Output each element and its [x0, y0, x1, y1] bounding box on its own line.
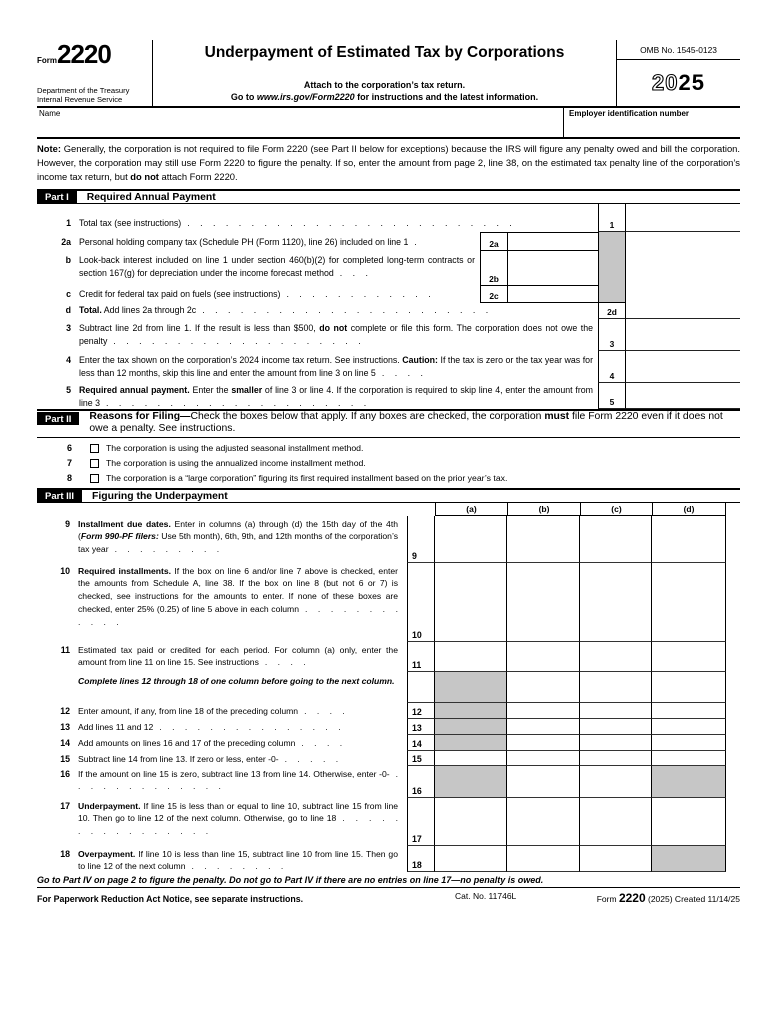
line10-text [37, 563, 407, 642]
note-row-cell-c[interactable] [580, 672, 652, 703]
line16-cell-c[interactable] [580, 766, 652, 798]
footer-form-number: 2220 [618, 890, 646, 905]
line8-number: 8 [67, 473, 73, 484]
part3-table [37, 503, 726, 872]
line2a-text [37, 232, 480, 251]
line16-number: 16 [60, 768, 70, 779]
line18-text [37, 846, 407, 872]
form-header [37, 40, 740, 108]
line3-box: 3 [598, 319, 626, 351]
agency-line-1: Department of the Treasury [37, 86, 130, 95]
line17-number: 17 [60, 800, 70, 811]
line15-cell-a[interactable] [435, 751, 507, 766]
ein-label: Employer identification number [569, 109, 690, 118]
line3-number: 3 [66, 323, 71, 333]
line6-checkbox[interactable] [90, 444, 99, 453]
line15-box: 15 [407, 751, 435, 766]
line1-number: 1 [66, 218, 71, 228]
line18-number: 18 [60, 848, 70, 859]
line13-cell-a-shaded [435, 719, 507, 735]
part3-label: Part III [37, 490, 82, 502]
line7-row [37, 456, 740, 471]
line17-box: 17 [407, 798, 435, 846]
line14-cell-c[interactable] [580, 735, 652, 751]
line11-box: 11 [407, 642, 435, 672]
line4-text [37, 351, 598, 383]
line18-cell-d-shaded [652, 846, 726, 872]
name-label: Name [39, 109, 61, 118]
form-number-group [37, 39, 148, 69]
line10-cell-b[interactable] [507, 563, 580, 642]
line13-cell-d[interactable] [652, 719, 726, 735]
paperwork-notice: For Paperwork Reduction Act Notice, see separate instructions. [37, 893, 304, 904]
line11-cell-b[interactable] [507, 642, 580, 672]
line14-cell-d[interactable] [652, 735, 726, 751]
line12-number: 12 [60, 705, 70, 716]
line10-cell-a[interactable] [435, 563, 507, 642]
line14-description: Add amounts on lines 16 and 17 of the preceding column . . . . [78, 737, 343, 748]
line13-description: Add lines 11 and 12 . . . . . . . . . . . . . . . [78, 721, 341, 732]
line5-box: 5 [598, 383, 626, 409]
line12-cell-b[interactable] [507, 703, 580, 719]
column-header-c: (c) [580, 503, 652, 516]
line9-description: Installment due dates. Enter in columns (a) through (d) the 15th day of the 4th (Form 990-PF filers: Use 5th month), 6th, 9th, and 12th months of the corporation’s tax year . . . . . . . . . [78, 518, 399, 555]
line12-box: 12 [407, 703, 435, 719]
line10-cell-d[interactable] [652, 563, 726, 642]
attach-instruction: Attach to the corporation’s tax return. [303, 80, 466, 90]
line17-cell-a[interactable] [435, 798, 507, 846]
line9-cell-d[interactable] [652, 516, 726, 563]
line12-description: Enter amount, if any, from line 18 of the preceding column . . . . [78, 705, 345, 716]
line7-label: The corporation is using the annualized income installment method. [106, 458, 366, 469]
line8-label: The corporation is a “large corporation” figuring its first required installment based on the prior year’s tax. [106, 473, 508, 484]
part1-title: Required Annual Payment [86, 192, 216, 203]
line2b-text [37, 251, 480, 286]
line1-text [37, 204, 598, 232]
line4-entry[interactable] [626, 351, 740, 383]
line1-box: 1 [598, 204, 626, 232]
line2d-text [37, 303, 598, 319]
footer-form-id [597, 891, 740, 905]
line2-shaded-cell [598, 232, 626, 303]
note-row-box [407, 672, 435, 703]
line3-description: Subtract line 2d from line 1. If the result is less than $500, do not complete or file this form. The corporation does not owe the penalty . . . . . . . . . . . . . . . . . . . . [79, 323, 593, 346]
line9-box: 9 [407, 516, 435, 563]
line10-box: 10 [407, 563, 435, 642]
line9-cell-b[interactable] [507, 516, 580, 563]
line14-text [37, 735, 407, 751]
line11-text [37, 642, 407, 672]
line9-cell-a[interactable] [435, 516, 507, 563]
line11-description: Estimated tax paid or credited for each period. For column (a) only, enter the amount from line 11 on line 15. See instructions . . . . [78, 644, 398, 668]
line15-cell-b[interactable] [507, 751, 580, 766]
part2-label: Part II [37, 412, 79, 425]
line2d-number: d [65, 305, 71, 315]
line3-text [37, 319, 598, 351]
line15-cell-d[interactable] [652, 751, 726, 766]
line9-text [37, 516, 407, 563]
goto-instruction: Go to www.irs.gov/Form2220 for instructions and the latest information. [230, 91, 539, 102]
line12-cell-a-shaded [435, 703, 507, 719]
part1-table [37, 204, 740, 409]
line15-description: Subtract line 14 from line 13. If zero or less, enter -0- . . . . . [78, 753, 339, 764]
line2b-description: Look-back interest included on line 1 under section 460(b)(2) for completed long-term contracts or section 167(g) for depreciation under the income forecast method . . . [79, 255, 475, 278]
line6-row [37, 441, 740, 456]
column-header-a: (a) [435, 503, 507, 516]
line9-cell-c[interactable] [580, 516, 652, 563]
name-field[interactable] [37, 108, 563, 137]
line2c-number: c [66, 289, 71, 299]
line7-number: 7 [67, 458, 73, 469]
line15-number: 15 [60, 753, 70, 764]
line12-cell-c[interactable] [580, 703, 652, 719]
line2a-box: 2a [480, 232, 508, 251]
footer-form-suffix: (2025) Created 11/14/25 [645, 893, 740, 904]
line2c-description: Credit for federal tax paid on fuels (see instructions) . . . . . . . . . . . . [79, 289, 431, 299]
line13-cell-c[interactable] [580, 719, 652, 735]
line11-cell-a[interactable] [435, 642, 507, 672]
footer-form-word: Form [596, 893, 619, 904]
line2a-number: 2a [61, 237, 71, 247]
line1-entry[interactable] [626, 204, 740, 232]
line9-number: 9 [65, 518, 70, 529]
line14-box: 14 [407, 735, 435, 751]
column-header-b: (b) [507, 503, 580, 516]
line5-entry[interactable] [626, 383, 740, 409]
line3-entry[interactable] [626, 319, 740, 351]
line2b-box: 2b [480, 251, 508, 286]
part1-header [37, 189, 740, 204]
ein-field[interactable] [563, 108, 740, 137]
page-footer [37, 888, 740, 905]
line2a-entry[interactable] [508, 232, 598, 251]
line18-box: 18 [407, 846, 435, 872]
tax-year-bold: 25 [678, 70, 705, 95]
line17-text [37, 798, 407, 846]
form-title: Underpayment of Estimated Tax by Corporations [204, 44, 565, 61]
form-number: 2220 [57, 39, 111, 69]
line4-description: Enter the tax shown on the corporation’s 2024 income tax return. See instructions. Caution: If the tax is zero or the tax year was for less than 12 months, skip this line and enter the amount from line 3 on line 5 . . . . [79, 355, 593, 378]
part1-label: Part I [37, 191, 77, 203]
line14-cell-a-shaded [435, 735, 507, 751]
line7-checkbox[interactable] [90, 459, 99, 468]
line8-row [37, 471, 740, 486]
line2c-entry[interactable] [508, 286, 598, 303]
name-ein-row [37, 108, 740, 139]
line11-cell-c[interactable] [580, 642, 652, 672]
line15-text [37, 751, 407, 766]
line4-number: 4 [66, 355, 71, 365]
tax-year [617, 60, 740, 106]
agency-line-2: Internal Revenue Service [37, 95, 123, 104]
line10-cell-c[interactable] [580, 563, 652, 642]
line2c-text [37, 286, 480, 303]
line17-cell-c[interactable] [580, 798, 652, 846]
line13-box: 13 [407, 719, 435, 735]
line16-text [37, 766, 407, 798]
line13-text [37, 719, 407, 735]
line14-number: 14 [60, 737, 70, 748]
line12-cell-d[interactable] [652, 703, 726, 719]
omb-number: OMB No. 1545-0123 [617, 40, 740, 60]
line14-cell-b[interactable] [507, 735, 580, 751]
line10-description: Required installments. If the box on line 6 and/or line 7 above is checked, enter the amounts from Schedule A, line 38. If the box on line 8 (but not 6 or 7) is checked, see instructions for the amounts to enter. If none of these boxes are checked, enter 25% (0.25) of line 5 above in each column . . . . . . . . . . . . [78, 565, 398, 627]
line16-box: 16 [407, 766, 435, 798]
title-block [153, 40, 617, 106]
columns-note: Complete lines 12 through 18 of one column before going to the next column. [78, 675, 395, 686]
line2b-number: b [65, 255, 71, 265]
column-header-d: (d) [652, 503, 726, 516]
line13-number: 13 [60, 721, 70, 732]
note-row-cell-b[interactable] [507, 672, 580, 703]
line18-cell-c[interactable] [580, 846, 652, 872]
form-id-block [37, 40, 153, 106]
form-word: Form [37, 56, 57, 65]
line2c-box: 2c [480, 286, 508, 303]
omb-year-block [617, 40, 740, 106]
line16-cell-b[interactable] [507, 766, 580, 798]
line5-description: Required annual payment. Enter the smaller of line 3 or line 4. If the corporation is required to skip line 4, enter the amount from line 3 . . . . . . . . . . . . . . . . . . . . . [79, 385, 593, 408]
subtitle-block [161, 80, 608, 103]
tax-year-outline: 20 [652, 70, 679, 95]
line18-cell-a[interactable] [435, 846, 507, 872]
note-row-cell-d[interactable] [652, 672, 726, 703]
goto-part4-note: Go to Part IV on page 2 to figure the penalty. Do not go to Part IV if there are no entries on line 17—no penalty is owed. [37, 872, 740, 888]
line11-cell-d[interactable] [652, 642, 726, 672]
line17-cell-d[interactable] [652, 798, 726, 846]
line11-number: 11 [60, 644, 70, 655]
part3-title: Figuring the Underpayment [92, 490, 228, 502]
part2-checkbox-list [37, 438, 740, 488]
line2d-entry[interactable] [626, 303, 740, 319]
catalog-number: Cat. No. 11746L [455, 890, 517, 901]
line10-number: 10 [60, 565, 70, 576]
general-note: Note: Generally, the corporation is not required to file Form 2220 (see Part II below for exceptions) because the IRS will figure any penalty owed and bill the corporation. However, the corporation may still use Form 2220 to figure the penalty. If so, enter the amount from page 2, line 38, on the estimated tax penalty line of the corporation’s income tax return, but do not attach Form 2220. [37, 143, 740, 182]
line18-cell-b[interactable] [507, 846, 580, 872]
line1-description: Total tax (see instructions) . . . . . . . . . . . . . . . . . . . . . . . . . . [79, 218, 512, 228]
line2a-description: Personal holding company tax (Schedule PH (Form 1120), line 26) included on line 1 . [79, 237, 417, 247]
line16-cell-d-shaded [652, 766, 726, 798]
note-row-cell-a-shaded [435, 672, 507, 703]
line6-number: 6 [67, 443, 73, 454]
line16-cell-a-shaded [435, 766, 507, 798]
line13-cell-b[interactable] [507, 719, 580, 735]
line6-label: The corporation is using the adjusted seasonal installment method. [106, 443, 364, 454]
line12-text [37, 703, 407, 719]
line8-checkbox[interactable] [90, 474, 99, 483]
agency-block [37, 86, 148, 104]
part2-title: Reasons for Filing—Check the boxes below that apply. If any boxes are checked, the corporation must file Form 2220 even if it does not owe a penalty. See instructions. [89, 411, 723, 434]
line5-number: 5 [66, 385, 71, 395]
line15-cell-c[interactable] [580, 751, 652, 766]
part2-header [37, 409, 740, 438]
line2d-box: 2d [598, 303, 626, 319]
line4-box: 4 [598, 351, 626, 383]
part3-header [37, 488, 740, 503]
line2b-entry[interactable] [508, 251, 598, 286]
line5-text [37, 383, 598, 409]
line16-description: If the amount on line 15 is zero, subtract line 13 from line 14. Otherwise, enter -0- . . . . . . . . . . . . . [78, 768, 398, 792]
line2d-description: Total. Add lines 2a through 2c . . . . . . . . . . . . . . . . . . . . . . . [79, 305, 489, 315]
line17-cell-b[interactable] [507, 798, 580, 846]
line17-description: Underpayment. If line 15 is less than or equal to line 10, subtract line 15 from line 10. Then go to line 12 of the next column. Otherwise, go to line 18 . . . . . . . . . . . . . . . . [78, 800, 398, 837]
line18-description: Overpayment. If line 10 is less than line 15, subtract line 10 from line 15. Then go to line 12 of the next column . . . . . . . . [78, 848, 398, 872]
